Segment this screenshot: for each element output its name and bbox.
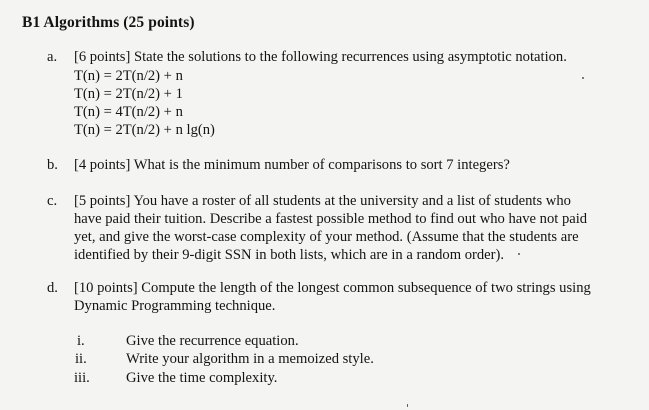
recurrence-4: T(n) = 2T(n/2) + n lg(n) [74,122,215,138]
question-d-marker: d. [47,280,58,296]
question-a-marker: a. [47,49,58,65]
subitem-i-text: Give the recurrence equation. [126,333,299,349]
question-c-line-2: have paid their tuition. Describe a fastest possible method to find out who have not paid [74,211,588,227]
question-a-prompt: [6 points] State the solutions to the following recurrences using asymptotic notation. [74,49,567,65]
question-c-line-1: [5 points] You have a roster of all students at the university and a list of students who [74,193,571,209]
scan-speck [407,404,408,407]
recurrence-1: T(n) = 2T(n/2) + n [74,68,183,84]
subitem-iii-text: Give the time complexity. [126,370,278,386]
question-c-line-4: identified by their 9-digit SSN in both lists, which are in a random order). [74,247,505,263]
question-c-marker: c. [47,193,58,209]
subitem-ii-marker: ii. [75,351,87,367]
subitem-ii-text: Write your algorithm in a memoized style. [126,351,374,367]
scan-speck [582,77,584,79]
recurrence-3: T(n) = 4T(n/2) + n [74,104,183,120]
section-title: B1 Algorithms (25 points) [22,14,195,31]
question-c-line-3: yet, and give the worst-case complexity of your method. (Assume that the students are [74,229,579,245]
question-d-line-2: Dynamic Programming technique. [74,298,276,314]
question-b-prompt: [4 points] What is the minimum number of comparisons to sort 7 integers? [74,157,510,173]
question-d-line-1: [10 points] Compute the length of the longest common subsequence of two strings using [74,280,591,296]
subitem-i-marker: i. [77,333,85,349]
recurrence-2: T(n) = 2T(n/2) + 1 [74,86,183,102]
subitem-iii-marker: iii. [74,370,90,386]
scan-speck [518,253,520,255]
question-b-marker: b. [47,157,58,173]
